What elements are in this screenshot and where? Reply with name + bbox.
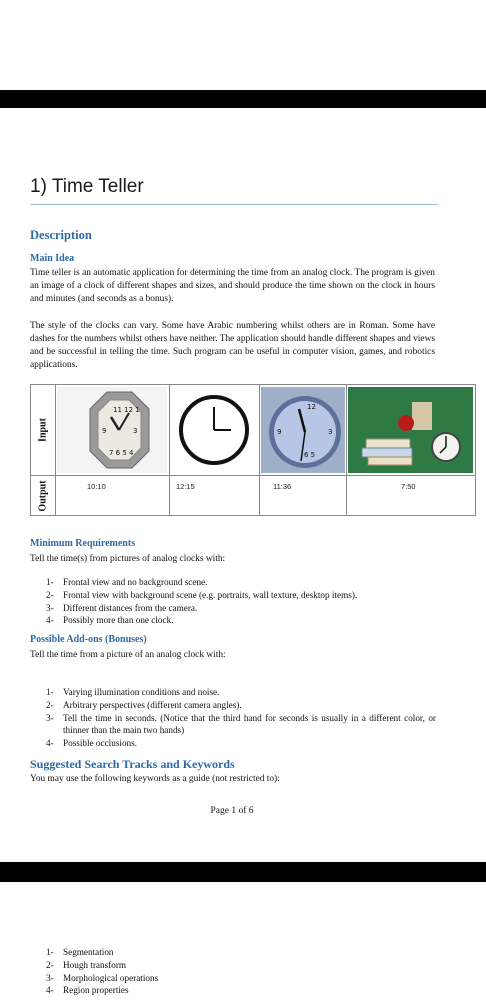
svg-text:3: 3 [133,427,138,435]
title-rule [30,204,438,205]
main-idea-paragraph-2: The style of the clocks can vary. Some have Arabic numbering whilst others are in Roman. Some have dashes for the numbers whilst others have neither. The application should handle different shapes and views and be successful in telling the time. Such program can be useful in computer vision, games, and robotics applications. [30,321,435,370]
top-black-bar [0,90,486,108]
output-time-4: 7:50 [401,482,416,491]
list-item: 3- Tell the time in seconds. (Notice that the third hand for seconds is usually in a different color, or thinner than the main two hands) [46,712,436,736]
svg-text:12: 12 [307,403,316,411]
list-item: 1- Segmentation [46,947,114,957]
svg-text:3: 3 [328,428,333,436]
addons-intro: Tell the time from a picture of an analog clock with: [30,650,226,660]
list-item: 3- Different distances from the camera. [46,602,198,613]
list-item: 2- Frontal view with background scene (e.g. portraits, wall texture, desktop items). [46,589,358,600]
min-req-heading: Minimum Requirements [30,538,136,549]
page-break-bar [0,862,486,882]
keywords-list [46,946,346,997]
green-scene-clock-image [348,387,473,473]
list-item: 4- Region properties [46,985,129,996]
simple-clock-image [171,387,257,473]
svg-text:9: 9 [102,427,107,435]
list-item: 2- Arbitrary perspectives (different camera angles). [46,699,242,710]
min-req-list [46,576,446,627]
list-item: 1- Frontal view and no background scene. [46,577,208,587]
main-idea-paragraph-1: Time teller is an automatic application for determining the time from an analog clock. The program is given an image of a clock of different shapes and sizes, and should produce the time shown on the clock in hours and minutes (and seconds as a bonus). [30,268,435,304]
addons-heading: Possible Add-ons (Bonuses) [30,634,147,645]
svg-text:7 6 5 4: 7 6 5 4 [109,449,134,457]
examples-table [30,384,476,516]
min-req-intro: Tell the time(s) from pictures of analog clocks with: [30,554,226,564]
svg-text:6 5: 6 5 [304,451,316,459]
list-item: 2- Hough transform [46,959,127,970]
blue-clock-image [261,387,345,473]
output-time-3: 11:36 [273,482,292,491]
output-time-2: 12:15 [176,482,195,491]
input-row-label: Input [31,385,56,475]
output-time-1: 10:10 [87,482,106,491]
output-row-label: Output [31,476,56,515]
page-title: 1) Time Teller [30,176,144,197]
addons-list [46,686,436,750]
list-item: 4- Possibly more than one clock. [46,615,174,626]
search-heading: Suggested Search Tracks and Keywords [30,757,235,771]
row-divider [31,475,475,476]
list-item: 4- Possible occlusions. [46,738,138,749]
main-idea-heading: Main Idea [30,253,75,264]
svg-text:9: 9 [277,428,282,436]
octagon-clock-image [57,387,167,473]
list-item: 1- Varying illumination conditions and noise. [46,687,220,697]
search-intro: You may use the following keywords as a guide (not restricted to): [30,774,280,784]
svg-text:11 12 1: 11 12 1 [113,406,140,414]
description-heading: Description [30,228,92,242]
page-number: Page 1 of 6 [210,806,254,816]
list-item: 3- Morphological operations [46,972,159,983]
